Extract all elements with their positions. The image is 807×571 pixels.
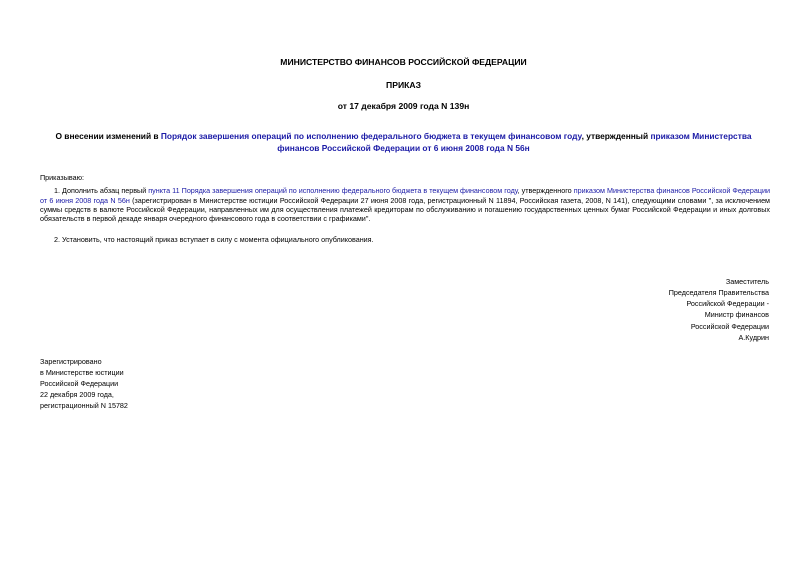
subject-link-order[interactable]: приказом Министерства финансов Российской Федерации от 6 июня 2008 года N 56н [277, 131, 752, 154]
registration-block [40, 357, 128, 412]
registration-line: регистрационный N 15782 [40, 400, 128, 410]
registration-line: в Министерстве юстиции [40, 367, 124, 377]
signature-line: Российской Федерации [690, 321, 769, 331]
p1-text-3: (зарегистрирован в Министерстве юстиции Российской Федерации 27 июня 2008 года, регистрационный N 11894, Российская газета, 2008, N 141), следующими словами ", за исключением суммы средств в валюте Российской Федерации, направленных им для осуществления платежей кредиторам по обслуживанию и погашению государственных ценных бумаг Российской Федерации и иных долговых обязательств в первой декаде января очередного финансового года в соответствии с графиками". [40, 195, 771, 224]
p1-text-1: 1. Дополнить абзац первый [54, 186, 149, 196]
p1-text-2: , утвержденного [517, 186, 574, 196]
registration-line: 22 декабря 2009 года, [40, 389, 114, 399]
signature-name: А.Кудрин [738, 332, 769, 342]
subject-text-1: О внесении изменений в [55, 131, 161, 141]
subject-link-procedure[interactable]: Порядок завершения операций по исполнению федерального бюджета в текущем финансовом году [160, 131, 582, 141]
document-subject [50, 130, 757, 154]
p1-link-clause[interactable]: пункта 11 Порядка завершения операций по исполнению федерального бюджета в текущем финансовом году [148, 186, 518, 196]
registration-line: Российской Федерации [40, 378, 119, 388]
p1-link-order[interactable]: приказом Министерства финансов Российской Федерации от 6 июня 2008 года N 56н [40, 186, 770, 205]
document-type: ПРИКАЗ [386, 80, 421, 90]
signature-line: Министр финансов [704, 310, 769, 320]
signature-line: Российской Федерации - [686, 299, 769, 309]
signature-block [669, 276, 769, 343]
subject-text-2: , утвержденный [581, 131, 651, 141]
signature-line: Заместитель [725, 277, 769, 286]
document-date-number: от 17 декабря 2009 года N 139н [337, 101, 470, 111]
ministry-title: МИНИСТЕРСТВО ФИНАНСОВ РОССИЙСКОЙ ФЕДЕРАЦИИ [280, 57, 527, 67]
body-paragraph-2: 2. Установить, что настоящий приказ вступает в силу с момента официального опубликования. [54, 234, 374, 244]
body-intro: Приказываю: [40, 173, 84, 182]
signature-line: Председателя Правительства [668, 288, 769, 298]
document-body [40, 173, 770, 244]
body-paragraph-1 [40, 186, 770, 223]
registration-line: Зарегистрировано [40, 357, 102, 366]
